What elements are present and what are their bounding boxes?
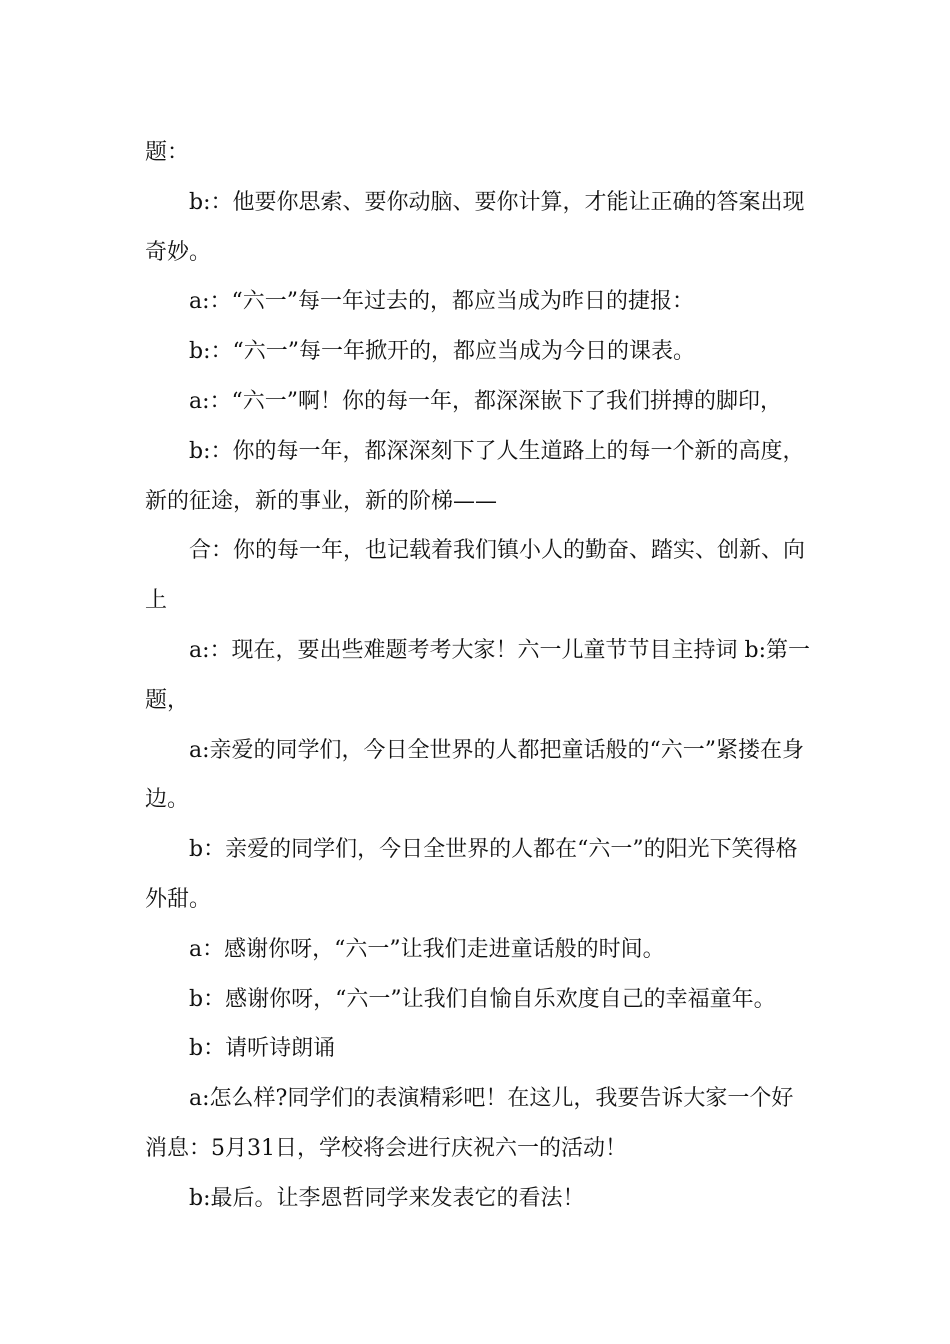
paragraph-15: b:最后。让李恩哲同学来发表它的看法！ xyxy=(189,1185,585,1211)
paragraph-13: b：请听诗朗诵 xyxy=(189,1036,336,1062)
paragraph-1: 题： xyxy=(145,140,190,165)
paragraph-5: a:：“六一”啊！你的每一年，都深深嵌下了我们拼搏的脚印， xyxy=(189,388,783,414)
paragraph-2: b:：他要你思索、要你动脑、要你计算，才能让正确的答案出现奇妙。 xyxy=(145,189,805,265)
paragraph-3: a:：“六一”每一年过去的，都应当成为昨日的捷报： xyxy=(189,289,695,315)
paragraph-7: 合：你的每一年，也记载着我们镇小人的勤奋、踏实、创新、向上 xyxy=(145,538,806,614)
paragraph-9: a:亲爱的同学们，今日全世界的人都把童话般的“六一”紧搂在身边。 xyxy=(145,737,805,813)
document-body xyxy=(145,128,815,1224)
paragraph-14: a:怎么样?同学们的表演精彩吧！在这儿，我要告诉大家一个好消息：5月31日，学校将会进行庆祝六一的活动！ xyxy=(145,1086,794,1161)
paragraph-6: b:：你的每一年，都深深刻下了人生道路上的每一个新的高度，新的征途，新的事业，新的阶梯—— xyxy=(145,438,805,514)
paragraph-10: b：亲爱的同学们，今日全世界的人都在“六一”的阳光下笑得格外甜。 xyxy=(145,837,798,912)
paragraph-4: b:：“六一”每一年掀开的，都应当成为今日的课表。 xyxy=(189,339,695,365)
paragraph-12: b：感谢你呀，“六一”让我们自愉自乐欢度自己的幸福童年。 xyxy=(189,986,776,1012)
paragraph-8: a:：现在，要出些难题考考大家！六一儿童节节目主持词 b:第一题， xyxy=(145,637,811,713)
paragraph-11: a：感谢你呀，“六一”让我们走进童话般的时间。 xyxy=(189,936,665,962)
